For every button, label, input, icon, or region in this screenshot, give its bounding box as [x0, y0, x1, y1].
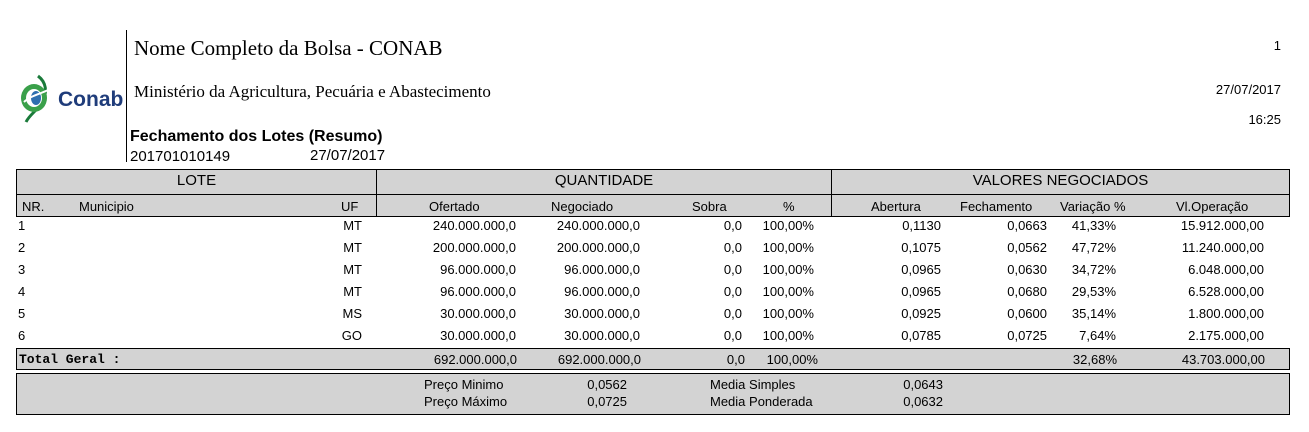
cell-abertura: 0,1130: [902, 218, 941, 233]
report-date-top: 27/07/2017: [1215, 82, 1281, 97]
col-nr: NR.: [22, 199, 45, 214]
summary-box: [16, 373, 1290, 415]
media-ponderada-value: 0,0632: [903, 394, 943, 409]
cell-uf: MT: [343, 218, 362, 233]
cell-pct: 100,00%: [762, 218, 814, 233]
cell-nr: 6: [18, 328, 26, 343]
cell-fechamento: 0,0562: [1007, 240, 1047, 255]
cell-ofertado: 30.000.000,0: [440, 306, 516, 321]
cell-negociado: 240.000.000,0: [556, 218, 640, 233]
group-lote: LOTE: [176, 172, 217, 189]
cell-uf: MT: [343, 262, 362, 277]
total-pct: 100,00%: [766, 352, 818, 367]
cell-vloperacao: 6.048.000,00: [1188, 262, 1264, 277]
cell-variacao: 35,14%: [1071, 306, 1116, 321]
cell-pct: 100,00%: [762, 262, 814, 277]
cell-nr: 5: [18, 306, 26, 321]
cell-abertura: 0,0925: [901, 306, 941, 321]
table-row: [0, 328, 1309, 350]
col-abertura: Abertura: [871, 199, 921, 214]
total-vloperacao: 43.703.000,00: [1181, 352, 1265, 367]
col-ofertado: Ofertado: [429, 199, 480, 214]
cell-ofertado: 30.000.000,0: [440, 328, 516, 343]
preco-minimo-label: Preço Minimo: [424, 377, 504, 392]
total-negociado: 692.000.000,0: [557, 352, 641, 367]
cell-sobra: 0,0: [723, 328, 742, 343]
cell-ofertado: 240.000.000,0: [432, 218, 516, 233]
col-negociado: Negociado: [551, 199, 614, 214]
cell-variacao: 29,53%: [1071, 284, 1116, 299]
cell-sobra: 0,0: [723, 218, 742, 233]
cell-uf: MT: [343, 240, 362, 255]
group-quantidade: QUANTIDADE: [554, 172, 654, 189]
cell-pct: 100,00%: [762, 284, 814, 299]
table-row: [0, 262, 1309, 284]
cell-uf: MS: [342, 306, 362, 321]
cell-variacao: 47,72%: [1071, 240, 1116, 255]
cell-vloperacao: 15.912.000,00: [1180, 218, 1264, 233]
cell-variacao: 7,64%: [1079, 328, 1116, 343]
total-sobra: 0,0: [726, 352, 745, 367]
report-number: 201701010149: [130, 148, 231, 165]
ministry-subtitle: Ministério da Agricultura, Pecuária e Abastecimento: [134, 82, 491, 101]
cell-vloperacao: 11.240.000,00: [1181, 240, 1264, 255]
cell-fechamento: 0,0630: [1007, 262, 1047, 277]
cell-sobra: 0,0: [723, 284, 742, 299]
page-number: 1: [1273, 38, 1281, 53]
report-title: Fechamento dos Lotes (Resumo): [130, 128, 383, 145]
cell-variacao: 34,72%: [1071, 262, 1116, 277]
cell-fechamento: 0,0600: [1007, 306, 1047, 321]
conab-logo: [16, 72, 126, 122]
cell-fechamento: 0,0663: [1007, 218, 1047, 233]
cell-sobra: 0,0: [723, 306, 742, 321]
cell-nr: 4: [18, 284, 26, 299]
cell-negociado: 200.000.000,0: [556, 240, 640, 255]
conab-leaf-icon: [16, 72, 56, 124]
col-variacao: Variação %: [1060, 199, 1126, 214]
cell-vloperacao: 2.175.000,00: [1188, 328, 1264, 343]
cell-abertura: 0,0785: [901, 328, 941, 343]
cell-nr: 2: [18, 240, 26, 255]
cell-negociado: 96.000.000,0: [564, 284, 640, 299]
total-row: [16, 348, 1290, 370]
cell-pct: 100,00%: [762, 328, 814, 343]
media-simples-value: 0,0643: [903, 377, 943, 392]
preco-maximo-label: Preço Máximo: [424, 394, 508, 409]
cell-sobra: 0,0: [723, 240, 742, 255]
cell-variacao: 41,33%: [1071, 218, 1116, 233]
cell-abertura: 0,0965: [901, 284, 941, 299]
cell-pct: 100,00%: [762, 240, 814, 255]
table-row: [0, 284, 1309, 306]
total-ofertado: 692.000.000,0: [433, 352, 517, 367]
cell-abertura: 0,0965: [901, 262, 941, 277]
cell-uf: GO: [341, 328, 362, 343]
cell-sobra: 0,0: [723, 262, 742, 277]
cell-nr: 1: [18, 218, 26, 233]
preco-maximo-value: 0,0725: [587, 394, 627, 409]
col-fechamento: Fechamento: [960, 199, 1033, 214]
cell-nr: 3: [18, 262, 26, 277]
col-pct: %: [783, 199, 795, 214]
cell-fechamento: 0,0680: [1007, 284, 1047, 299]
media-simples-label: Media Simples: [710, 377, 796, 392]
preco-minimo-value: 0,0562: [587, 377, 627, 392]
table-row: [0, 218, 1309, 240]
cell-negociado: 30.000.000,0: [564, 306, 640, 321]
cell-pct: 100,00%: [762, 306, 814, 321]
cell-vloperacao: 1.800.000,00: [1188, 306, 1264, 321]
group-valores: VALORES NEGOCIADOS: [972, 172, 1149, 189]
cell-ofertado: 200.000.000,0: [432, 240, 516, 255]
cell-abertura: 0,1075: [901, 240, 941, 255]
table-row: [0, 240, 1309, 262]
total-variacao: 32,68%: [1072, 352, 1117, 367]
total-label: Total Geral :: [19, 352, 121, 367]
cell-fechamento: 0,0725: [1007, 328, 1047, 343]
report-time: 16:25: [1248, 112, 1281, 127]
col-sobra: Sobra: [692, 199, 727, 214]
col-vloperacao: Vl.Operação: [1176, 199, 1249, 214]
table-row: [0, 306, 1309, 328]
page-title: Nome Completo da Bolsa - CONAB: [134, 36, 443, 60]
cell-negociado: 30.000.000,0: [564, 328, 640, 343]
cell-ofertado: 96.000.000,0: [440, 284, 516, 299]
cell-uf: MT: [343, 284, 362, 299]
logo-text: Conab: [58, 88, 124, 111]
media-ponderada-label: Media Ponderada: [710, 394, 813, 409]
table-header: [16, 169, 1290, 217]
report-date: 27/07/2017: [310, 147, 386, 164]
cell-negociado: 96.000.000,0: [564, 262, 640, 277]
col-municipio: Municipio: [79, 199, 134, 214]
cell-ofertado: 96.000.000,0: [440, 262, 516, 277]
col-uf: UF: [341, 199, 359, 214]
cell-vloperacao: 6.528.000,00: [1188, 284, 1264, 299]
